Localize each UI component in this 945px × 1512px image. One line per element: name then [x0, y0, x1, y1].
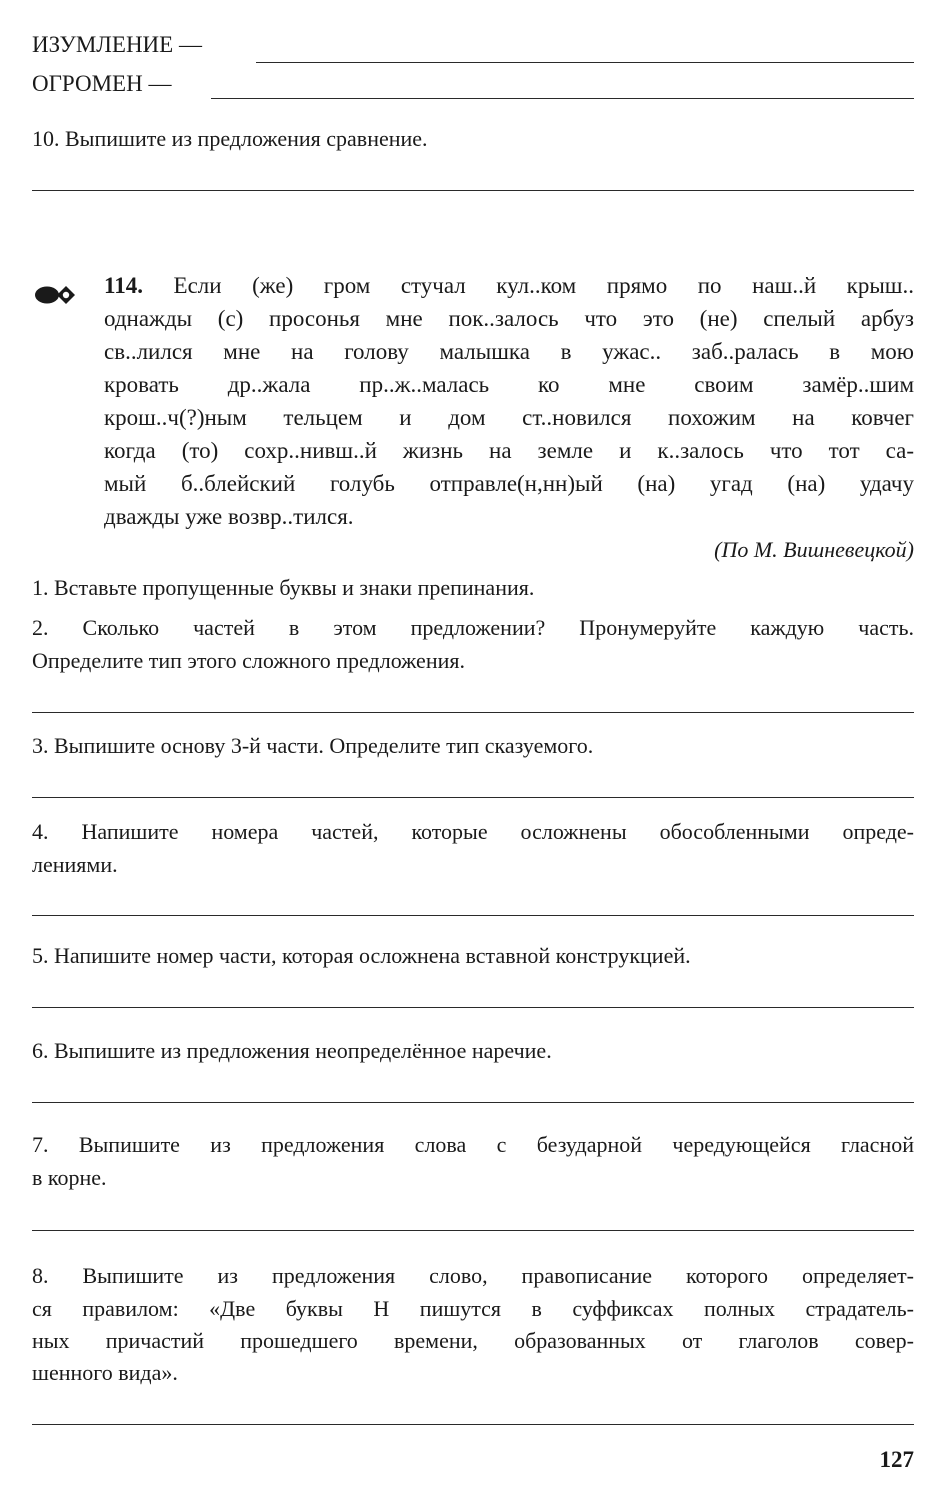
fill-label-ogromen: ОГРОМЕН — — [32, 71, 172, 96]
exercise-line: однажды (с) просонья мне пок..залось что это (не) спелый арбуз — [104, 306, 914, 331]
task-8-line-3: ных причастий прошедшего времени, образованных от глаголов совер- — [32, 1328, 914, 1353]
task-4-line-2: лениями. — [32, 852, 118, 877]
page-number: 127 — [879, 1447, 914, 1472]
task-1: 1. Вставьте пропущенные буквы и знаки препинания. — [32, 575, 535, 600]
exercise-line — [104, 269, 914, 302]
task-7-line-2: в корне. — [32, 1165, 107, 1190]
task-8-line-2: ся правилом: «Две буквы Н пишутся в суффиксах полных страдатель- — [32, 1296, 914, 1321]
gramophone-record-icon — [30, 281, 80, 309]
exercise-114 — [104, 269, 914, 533]
answer-line-task-3[interactable] — [32, 797, 914, 798]
answer-line-task-10[interactable] — [32, 190, 914, 191]
answer-line-ogromen[interactable] — [211, 98, 914, 99]
answer-line-task-5[interactable] — [32, 1007, 914, 1008]
exercise-line: дважды уже возвр..тился. — [104, 504, 354, 529]
answer-line-task-7[interactable] — [32, 1230, 914, 1231]
exercise-line: св..лился мне на голову малышка в ужас.. заб..ралась в мою — [104, 339, 914, 364]
task-2-line-1: 2. Сколько частей в этом предложении? Пронумеруйте каждую часть. — [32, 615, 914, 640]
task-8-line-4: шенного вида». — [32, 1360, 178, 1385]
task-2-line-2: Определите тип этого сложного предложения. — [32, 648, 465, 673]
exercise-source: (По М. Вишневецкой) — [714, 537, 914, 562]
task-6: 6. Выпишите из предложения неопределённое наречие. — [32, 1038, 552, 1063]
exercise-line: крош..ч(?)ным тельцем и дом ст..новился похожим на ковчег — [104, 405, 914, 430]
exercise-line: кровать др..жала пр..ж..малась ко мне своим замёр..шим — [104, 372, 914, 397]
exercise-line: мый б..блейский голубь отправле(н,нн)ый (на) угад (на) удачу — [104, 471, 914, 496]
task-7-line-1: 7. Выпишите из предложения слова с безударной чередующейся гласной — [32, 1132, 914, 1157]
answer-line-task-8[interactable] — [32, 1424, 914, 1425]
task-5: 5. Напишите номер части, которая осложнена вставной конструкцией. — [32, 943, 691, 968]
task-10: 10. Выпишите из предложения сравнение. — [32, 126, 428, 151]
fill-label-izumlenie: ИЗУМЛЕНИЕ — — [32, 32, 202, 57]
answer-line-task-6[interactable] — [32, 1102, 914, 1103]
answer-line-task-4[interactable] — [32, 915, 914, 916]
task-4-line-1: 4. Напишите номера частей, которые осложнены обособленными опреде- — [32, 819, 914, 844]
exercise-number: 114. — [104, 273, 143, 298]
task-8-line-1: 8. Выпишите из предложения слово, правописание которого определяет- — [32, 1263, 914, 1288]
exercise-line: когда (то) сохр..нивш..й жизнь на земле и к..залось что тот са- — [104, 438, 914, 463]
answer-line-izumlenie[interactable] — [256, 62, 914, 63]
task-3: 3. Выпишите основу 3-й части. Определите тип сказуемого. — [32, 733, 594, 758]
answer-line-task-2[interactable] — [32, 712, 914, 713]
exercise-line-text: Если (же) гром стучал кул..ком прямо по наш..й крыш.. — [173, 273, 915, 298]
